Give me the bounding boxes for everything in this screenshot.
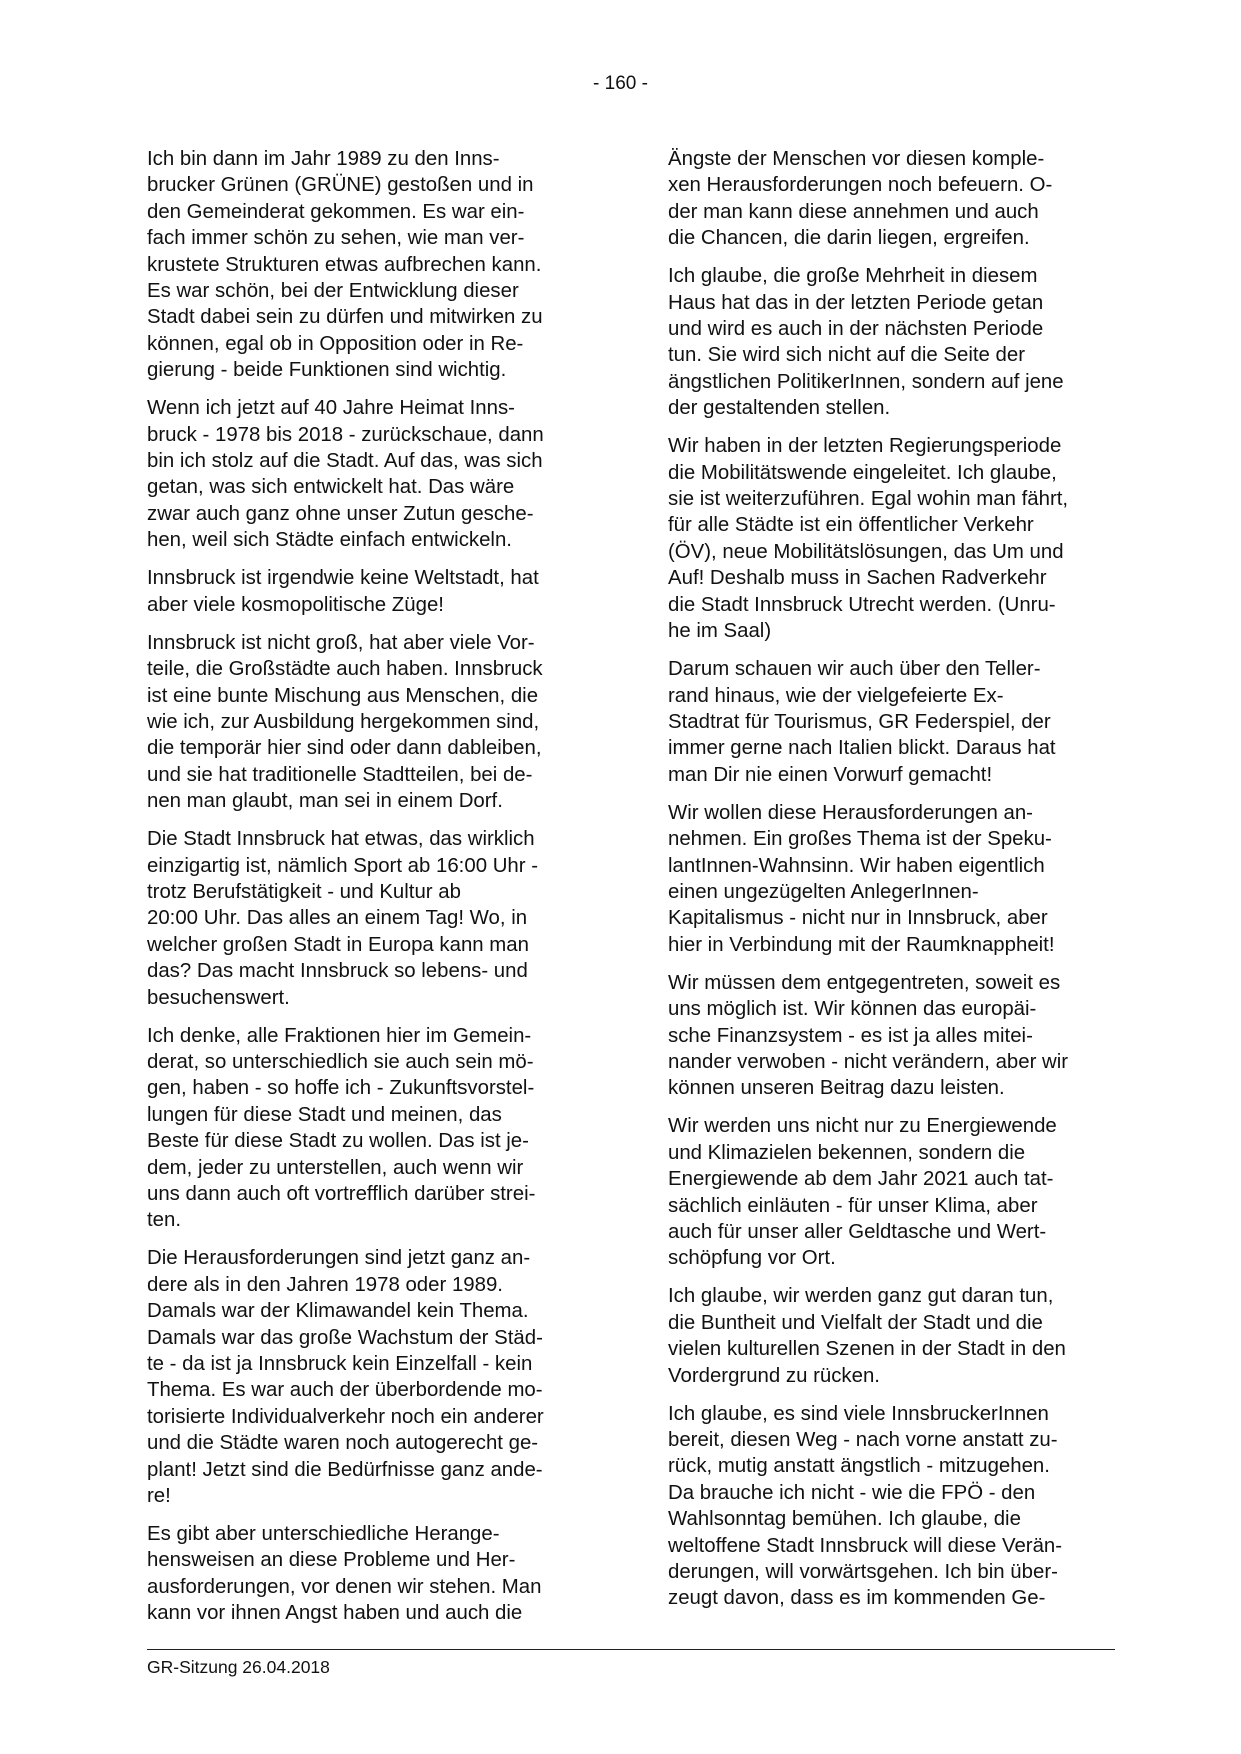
text-line: Wahlsonntag bemühen. Ich glaube, die bbox=[668, 1508, 1021, 1531]
text-line: Die Stadt Innsbruck hat etwas, das wirklich bbox=[147, 828, 535, 851]
paragraph bbox=[147, 630, 587, 815]
text-line: und Klimazielen bekennen, sondern die bbox=[668, 1141, 1026, 1164]
text-line: fach immer schön zu sehen, wie man ver- bbox=[147, 227, 525, 250]
text-line: Damals war der Klimawandel kein Thema. bbox=[147, 1300, 529, 1323]
text-line: bin ich stolz auf die Stadt. Auf das, was sich bbox=[147, 450, 543, 473]
text-line: Ich denke, alle Fraktionen hier im Gemein- bbox=[147, 1024, 532, 1047]
footer-session-date: GR-Sitzung 26.04.2018 bbox=[147, 1657, 330, 1677]
text-line: teile, die Großstädte auch haben. Innsbruck bbox=[147, 658, 543, 681]
text-line: derat, so unterschiedlich sie auch sein mö- bbox=[147, 1050, 534, 1073]
text-line: die Stadt Innsbruck Utrecht werden. (Unru- bbox=[668, 593, 1056, 616]
text-line: einen ungezügelten AnlegerInnen- bbox=[668, 880, 979, 903]
paragraph bbox=[147, 395, 587, 553]
text-line: 20:00 Uhr. Das alles an einem Tag! Wo, in bbox=[147, 907, 528, 930]
text-line: lantInnen-Wahnsinn. Wir haben eigentlich bbox=[668, 854, 1045, 877]
text-line: uns dann auch oft vortrefflich darüber strei- bbox=[147, 1183, 536, 1205]
paragraph bbox=[668, 433, 1108, 644]
paragraph bbox=[147, 1245, 587, 1509]
text-line: rand hinaus, wie der vielgefeierte Ex- bbox=[668, 684, 1004, 707]
text-line: der gestaltenden stellen. bbox=[668, 397, 891, 420]
text-line: sächlich einläuten - für unser Klima, aber bbox=[668, 1194, 1038, 1217]
text-line: Ich glaube, die große Mehrheit in diesem bbox=[668, 265, 1038, 288]
text-line: brucker Grünen (GRÜNE) gestoßen und in bbox=[147, 174, 534, 197]
text-line: die temporär hier sind oder dann dableiben, bbox=[147, 737, 542, 760]
paragraph bbox=[147, 1023, 587, 1234]
text-line: tun. Sie wird sich nicht auf die Seite der bbox=[668, 344, 1026, 367]
paragraph bbox=[147, 146, 587, 384]
text-line: plant! Jetzt sind die Bedürfnisse ganz ande- bbox=[147, 1458, 543, 1481]
text-line: bruck - 1978 bis 2018 - zurückschaue, dann bbox=[147, 423, 544, 446]
paragraph bbox=[147, 1521, 587, 1627]
text-line: Energiewende ab dem Jahr 2021 auch tat- bbox=[668, 1168, 1054, 1191]
text-line: getan, was sich entwickelt hat. Das wäre bbox=[147, 476, 515, 499]
text-line: Ich glaube, es sind viele InnsbruckerInnen bbox=[668, 1402, 1049, 1425]
text-line: re! bbox=[147, 1485, 171, 1508]
text-line: können unseren Beitrag dazu leisten. bbox=[668, 1077, 1005, 1100]
text-line: welcher großen Stadt in Europa kann man bbox=[147, 933, 529, 956]
text-line: xen Herausforderungen noch befeuern. O- bbox=[668, 174, 1053, 197]
text-line: weltoffene Stadt Innsbruck will diese Verän- bbox=[668, 1534, 1063, 1557]
text-line: Kapitalismus - nicht nur in Innsbruck, aber bbox=[668, 907, 1048, 930]
footer-divider bbox=[147, 1649, 1115, 1650]
text-line: Wir wollen diese Herausforderungen an- bbox=[668, 801, 1033, 824]
text-line: das? Das macht Innsbruck so lebens- und bbox=[147, 960, 528, 983]
text-line: und sie hat traditionelle Stadtteilen, bei de- bbox=[147, 763, 533, 786]
text-line: dem, jeder zu unterstellen, auch wenn wir bbox=[147, 1156, 524, 1179]
text-line: sie ist weiterzuführen. Egal wohin man fährt, bbox=[668, 488, 1069, 511]
text-line: nehmen. Ein großes Thema ist der Speku- bbox=[668, 828, 1052, 851]
text-line: ängstlichen PolitikerInnen, sondern auf jene bbox=[668, 370, 1064, 393]
text-line: Ich glaube, wir werden ganz gut daran tun, bbox=[668, 1285, 1054, 1308]
text-line: aber viele kosmopolitische Züge! bbox=[147, 593, 444, 616]
paragraph bbox=[668, 800, 1108, 958]
text-line: ist eine bunte Mischung aus Menschen, die bbox=[147, 684, 539, 707]
right-text-column bbox=[668, 146, 1108, 1623]
text-line: (ÖV), neue Mobilitätslösungen, das Um und bbox=[668, 540, 1064, 563]
text-line: gierung - beide Funktionen sind wichtig. bbox=[147, 359, 507, 382]
text-line: nen man glaubt, man sei in einem Dorf. bbox=[147, 790, 503, 813]
paragraph bbox=[668, 1401, 1108, 1612]
text-line: die Chancen, die darin liegen, ergreifen. bbox=[668, 227, 1030, 250]
paragraph bbox=[147, 565, 587, 618]
text-line: Stadtrat für Tourismus, GR Federspiel, der bbox=[668, 710, 1051, 733]
text-line: man Dir nie einen Vorwurf gemacht! bbox=[668, 763, 993, 786]
text-line: zeugt davon, dass es im kommenden Ge- bbox=[668, 1587, 1046, 1610]
text-line: Damals war das große Wachstum der Städ- bbox=[147, 1326, 543, 1349]
text-line: ausforderungen, vor denen wir stehen. Man bbox=[147, 1575, 542, 1598]
text-line: torisierte Individualverkehr noch ein anderer bbox=[147, 1405, 544, 1428]
text-line: te - da ist ja Innsbruck kein Einzelfall - kein bbox=[147, 1353, 533, 1376]
text-line: hensweisen an diese Probleme und Her- bbox=[147, 1549, 516, 1572]
text-line: Wir müssen dem entgegentreten, soweit es bbox=[668, 971, 1061, 994]
text-line: nander verwoben - nicht verändern, aber wir bbox=[668, 1050, 1069, 1073]
text-line: wie ich, zur Ausbildung hergekommen sind, bbox=[147, 710, 540, 733]
text-line: Es gibt aber unterschiedliche Herange- bbox=[147, 1523, 500, 1546]
page-number: - 160 - bbox=[593, 73, 648, 94]
text-line: vielen kulturellen Szenen in der Stadt in den bbox=[668, 1338, 1066, 1361]
text-line: Innsbruck ist nicht groß, hat aber viele Vor- bbox=[147, 631, 535, 654]
paragraph bbox=[668, 970, 1108, 1102]
text-line: bereit, diesen Weg - nach vorne anstatt zu- bbox=[668, 1429, 1058, 1452]
text-line: und die Städte waren noch autogerecht ge- bbox=[147, 1432, 539, 1455]
text-line: Wenn ich jetzt auf 40 Jahre Heimat Inns- bbox=[147, 397, 515, 420]
paragraph bbox=[147, 826, 587, 1011]
text-line: die Mobilitätswende eingeleitet. Ich glaube, bbox=[668, 461, 1057, 484]
text-line: der man kann diese annehmen und auch bbox=[668, 200, 1039, 223]
text-line: krustete Strukturen etwas aufbrechen kann. bbox=[147, 253, 542, 276]
text-line: für alle Städte ist ein öffentlicher Verkehr bbox=[668, 514, 1034, 537]
text-line: Thema. Es war auch der überbordende mo- bbox=[147, 1379, 543, 1402]
text-line: Die Herausforderungen sind jetzt ganz an- bbox=[147, 1247, 531, 1270]
text-line: schöpfung vor Ort. bbox=[668, 1247, 836, 1270]
text-line: den Gemeinderat gekommen. Es war ein- bbox=[147, 200, 525, 223]
text-line: Darum schauen wir auch über den Teller- bbox=[668, 658, 1041, 681]
paragraph bbox=[668, 146, 1108, 252]
text-line: kann vor ihnen Angst haben und auch die bbox=[147, 1602, 523, 1625]
text-line: hen, weil sich Städte einfach entwickeln. bbox=[147, 529, 512, 552]
text-line: uns möglich ist. Wir können das europäi- bbox=[668, 998, 1037, 1021]
text-line: Ich bin dann im Jahr 1989 zu den Inns- bbox=[147, 148, 500, 170]
text-line: hier in Verbindung mit der Raumknappheit! bbox=[668, 933, 1055, 956]
text-line: zwar auch ganz ohne unser Zutun gesche- bbox=[147, 502, 534, 525]
text-line: dere als in den Jahren 1978 oder 1989. bbox=[147, 1273, 503, 1296]
text-line: die Buntheit und Vielfalt der Stadt und die bbox=[668, 1311, 1043, 1334]
text-line: besuchenswert. bbox=[147, 986, 290, 1009]
paragraph bbox=[668, 1283, 1108, 1389]
text-line: und wird es auch in der nächsten Periode bbox=[668, 318, 1044, 341]
text-line: trotz Berufstätigkeit - und Kultur ab bbox=[147, 880, 461, 903]
text-line: Innsbruck ist irgendwie keine Weltstadt, hat bbox=[147, 567, 539, 590]
text-line: he im Saal) bbox=[668, 620, 772, 643]
text-line: Ängste der Menschen vor diesen komple- bbox=[668, 148, 1045, 170]
text-line: Haus hat das in der letzten Periode getan bbox=[668, 291, 1044, 314]
text-line: Es war schön, bei der Entwicklung dieser bbox=[147, 280, 519, 303]
text-line: rück, mutig anstatt ängstlich - mitzugehen. bbox=[668, 1455, 1050, 1478]
text-line: können, egal ob in Opposition oder in Re- bbox=[147, 332, 524, 355]
paragraph bbox=[668, 1113, 1108, 1271]
text-line: Beste für diese Stadt zu wollen. Das ist je- bbox=[147, 1130, 529, 1153]
text-line: gen, haben - so hoffe ich - Zukunftsvorstel- bbox=[147, 1077, 535, 1100]
text-line: sche Finanzsystem - es ist ja alles mitei- bbox=[668, 1024, 1033, 1047]
text-line: auch für unser aller Geldtasche und Wert- bbox=[668, 1221, 1047, 1243]
left-text-column bbox=[147, 146, 587, 1638]
paragraph bbox=[668, 656, 1108, 788]
text-line: Auf! Deshalb muss in Sachen Radverkehr bbox=[668, 567, 1047, 590]
paragraph bbox=[668, 263, 1108, 421]
text-line: einzigartig ist, nämlich Sport ab 16:00 Uhr - bbox=[147, 854, 539, 877]
text-line: immer gerne nach Italien blickt. Daraus hat bbox=[668, 737, 1056, 760]
text-line: Stadt dabei sein zu dürfen und mitwirken zu bbox=[147, 306, 543, 329]
text-line: Wir werden uns nicht nur zu Energiewende bbox=[668, 1115, 1057, 1138]
text-line: derungen, will vorwärtsgehen. Ich bin über- bbox=[668, 1561, 1058, 1584]
text-line: Da brauche ich nicht - wie die FPÖ - den bbox=[668, 1481, 1036, 1504]
text-line: lungen für diese Stadt und meinen, das bbox=[147, 1103, 502, 1126]
text-line: Wir haben in der letzten Regierungsperiode bbox=[668, 435, 1062, 458]
text-line: ten. bbox=[147, 1209, 182, 1232]
text-line: Vordergrund zu rücken. bbox=[668, 1364, 880, 1387]
